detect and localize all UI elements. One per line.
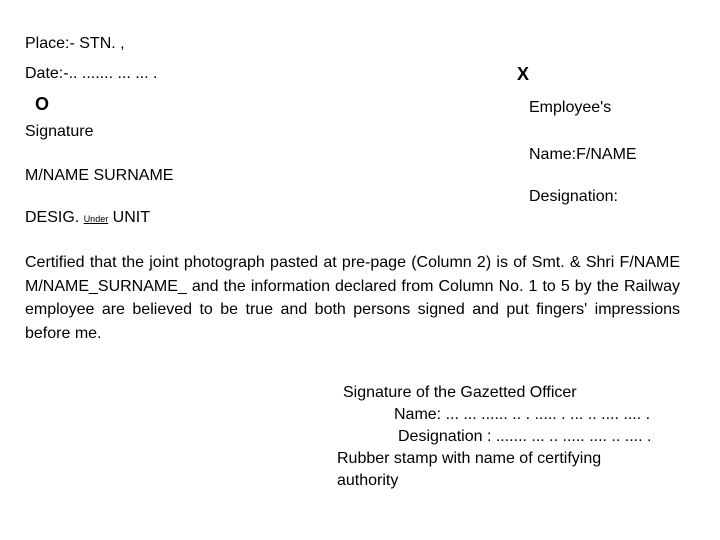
desig-unit: UNIT	[112, 209, 150, 226]
officer-signature-title: Signature of the Gazetted Officer	[343, 384, 577, 401]
name-surname-line: M/NAME SURNAME	[25, 167, 174, 184]
signature-label: Signature	[25, 123, 94, 140]
rubber-stamp-line-1: Rubber stamp with name of certifying	[337, 450, 602, 467]
desig-prefix: DESIG.	[25, 209, 80, 226]
officer-designation: Designation : ....... ... .. ..... .... .. .... .	[398, 428, 652, 445]
employee-label: Employee's	[529, 99, 612, 116]
employee-designation: Designation:	[529, 188, 618, 205]
officer-name: Name: ... ... ...... .. . ..... . ... .. .... .... .	[394, 406, 651, 423]
certification-paragraph: Certified that the joint photograph pasted at pre-page (Column 2) is of Smt. & Shri F/NAME M/NAME_SURNAME_ and the information declared from Column No. 1 to 5 by the Railway employee are believed to be true and both persons signed and put fingers' impressions before me.	[25, 254, 680, 342]
desig-line	[25, 208, 150, 229]
o-mark: O	[35, 94, 50, 114]
x-mark: X	[517, 64, 530, 84]
date-line: Date:-.. ....... ... ... .	[25, 65, 158, 82]
rubber-stamp-line-2: authority	[337, 472, 399, 489]
desig-under: Under	[83, 214, 109, 224]
place-line: Place:- STN. ,	[25, 35, 125, 52]
employee-name: Name:F/NAME	[529, 146, 637, 163]
